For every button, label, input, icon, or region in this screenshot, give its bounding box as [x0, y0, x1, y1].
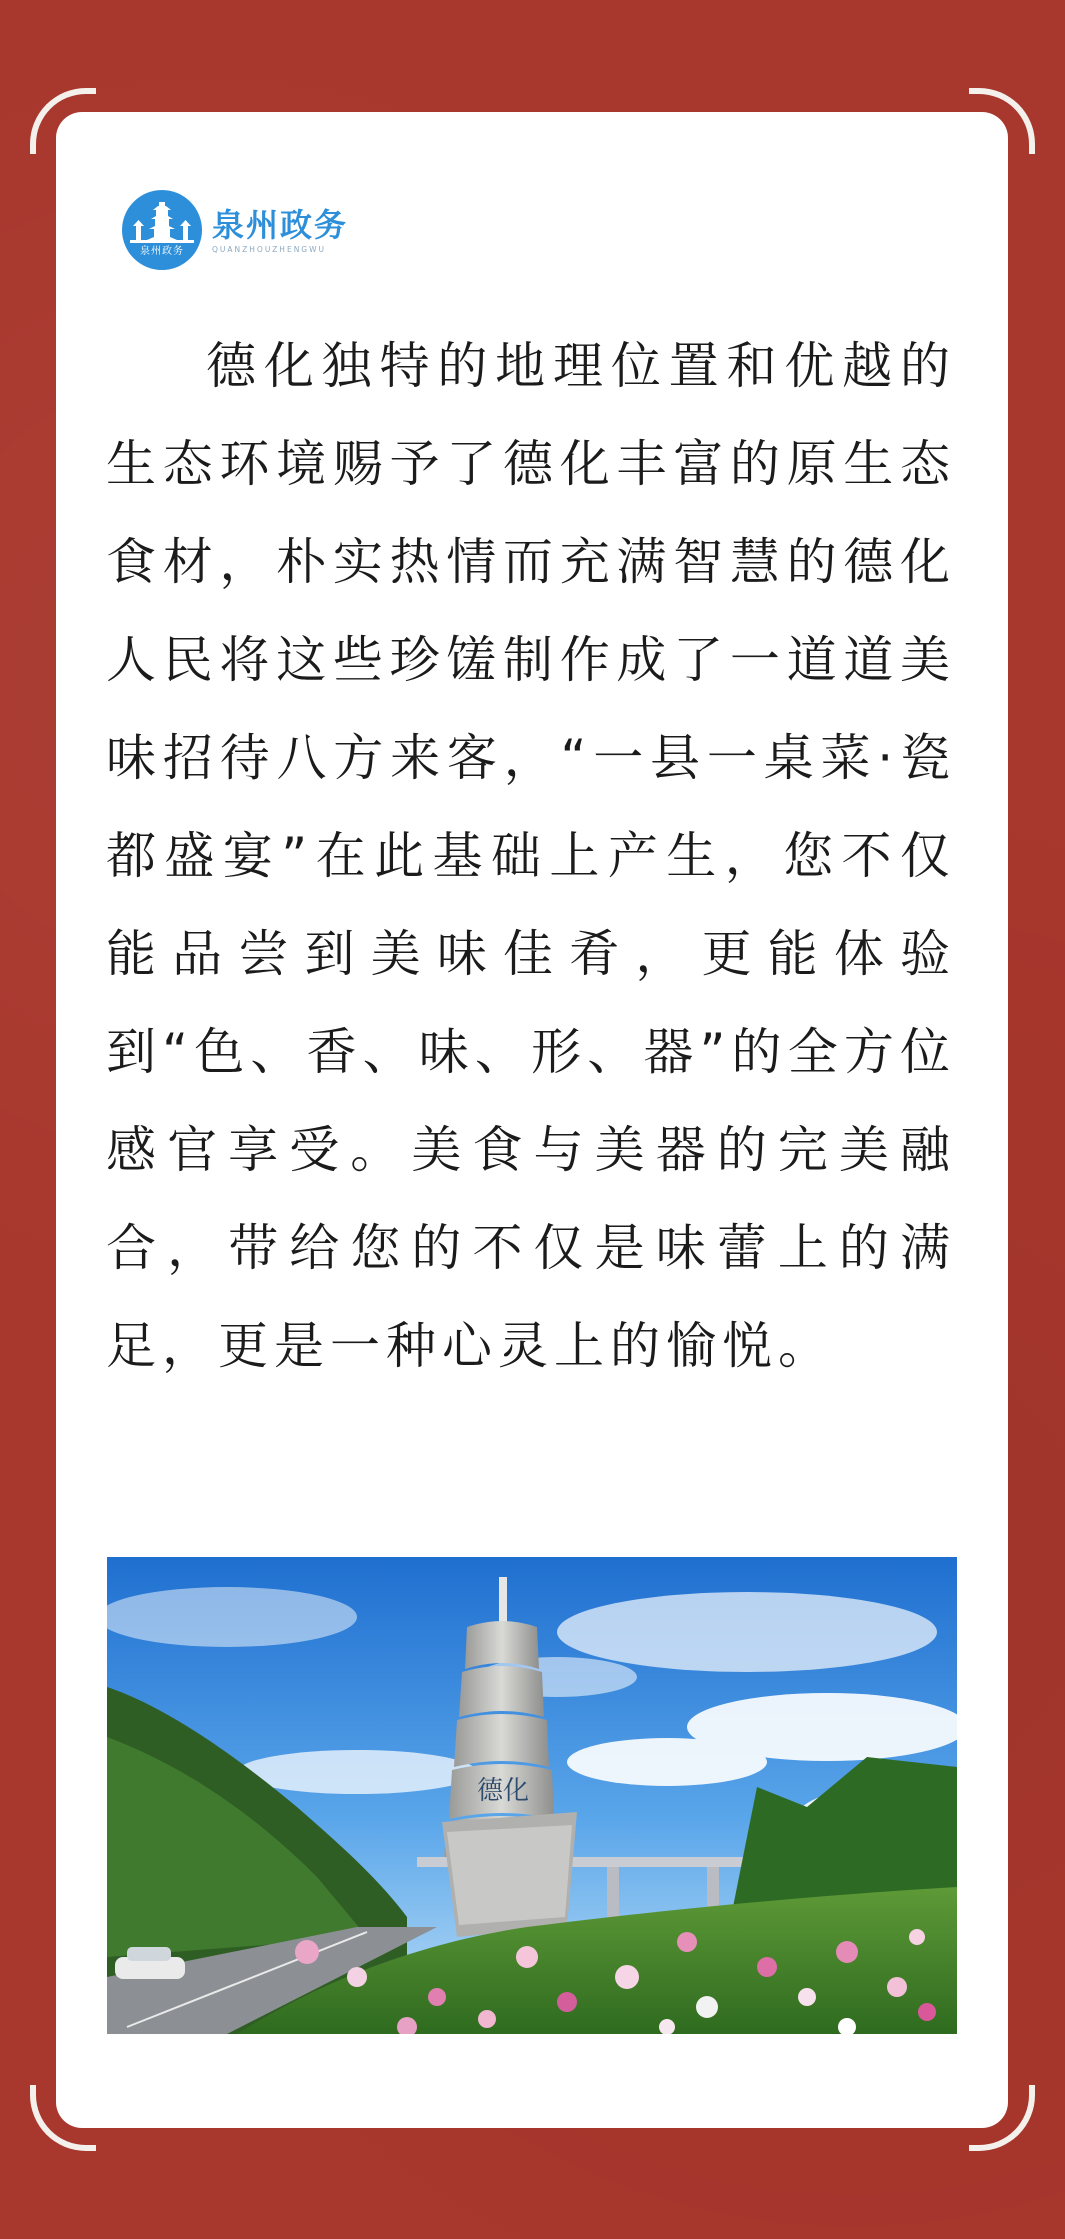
- logo-subtitle: QUANZHOUZHENGWU: [212, 244, 327, 254]
- dehua-landscape-photo: [107, 1557, 957, 2034]
- content-card: [56, 112, 1008, 2128]
- pagoda-icon: [122, 190, 202, 270]
- sculpture-text: 德化: [476, 1776, 530, 1806]
- article-paragraph: 德化独特的地理位置和优越的生态环境赐予了德化丰富的原生态食材，朴实热情而充满智慧的德化人民将这些珍馐制作成了一道道美味招待八方来客，“一县一桌菜·瓷都盛宴”在此基础上产生，您不仅能品尝到美味佳肴，更能体验到“色、香、味、形、器”的全方位感官享受。美食与美器的完美融合，带给您的不仅是味蕾上的满足，更是一种心灵上的愉悦。: [106, 337, 956, 1375]
- quanzhou-gov-logo: [122, 190, 348, 270]
- logo-title: 泉州政务: [212, 205, 349, 244]
- logo-badge-text: 泉州政务: [140, 246, 184, 257]
